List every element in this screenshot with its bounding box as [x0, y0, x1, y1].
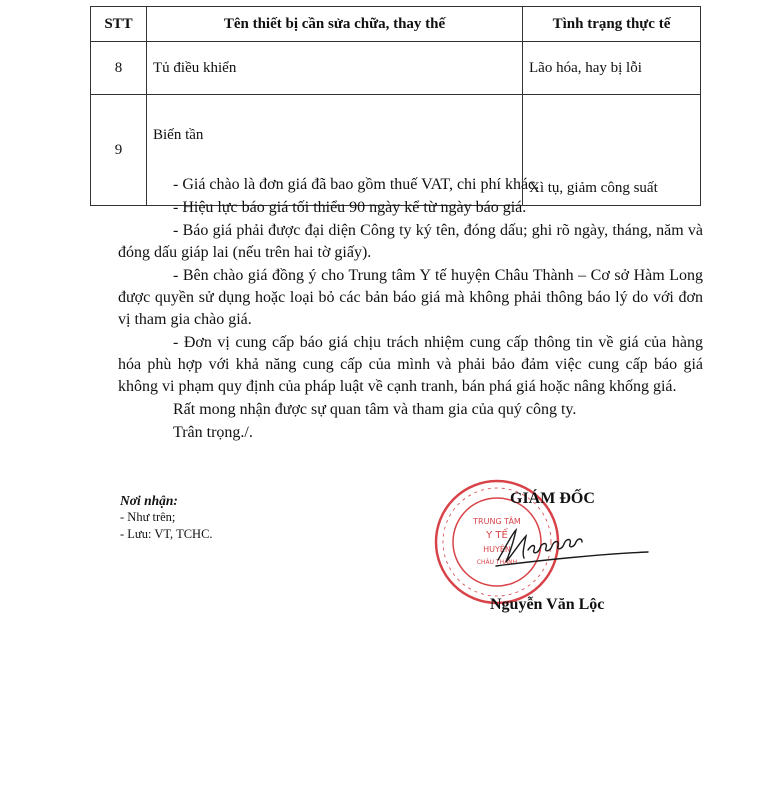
note-paragraph: - Giá chào là đơn giá đã bao gồm thuế VAT, chi phí khác. [173, 176, 540, 193]
recipient-item: - Lưu: VT, TCHC. [120, 527, 213, 541]
handwritten-signature [492, 526, 652, 568]
note-paragraph: - Báo giá phải được đại diện Công ty ký tên, đóng dấu; ghi rõ ngày, tháng, năm và đóng dấu giáp lai (nếu trên hai tờ giấy). [118, 222, 703, 261]
recipients-block [120, 492, 213, 543]
recipients-title: Nơi nhận: [120, 493, 178, 508]
note-paragraph: - Bên chào giá đồng ý cho Trung tâm Y tế huyện Châu Thành – Cơ sở Hàm Long được quyền sử dụng hoặc loại bỏ các bản báo giá mà không phải thông báo lý do với đơn vị tham gia chào giá. [118, 267, 703, 328]
quotation-notes [118, 174, 703, 444]
row-stt: 8 [91, 42, 147, 95]
note-paragraph: - Hiệu lực báo giá tối thiểu 90 ngày kể từ ngày báo giá. [173, 199, 527, 216]
recipient-item: - Như trên; [120, 510, 176, 524]
header-equipment-name: Tên thiết bị cần sửa chữa, thay thế [147, 7, 523, 42]
row-actual-state: Lão hóa, hay bị lỗi [523, 42, 701, 95]
table-row [91, 42, 701, 95]
closing-line: Rất mong nhận được sự quan tâm và tham gia của quý công ty. [173, 401, 577, 418]
regards-line: Trân trọng./. [173, 424, 253, 441]
table-header-row [91, 7, 701, 42]
row-equipment-name: Biến tần [147, 95, 523, 206]
header-stt: STT [91, 7, 147, 42]
signer-title: GIÁM ĐỐC [510, 490, 595, 507]
header-actual-state: Tình trạng thực tế [523, 7, 701, 42]
stamp-line: CHÂU THÀNH [476, 559, 518, 566]
stamp-line: Y TẾ [486, 530, 508, 541]
stamp-line: TRUNG TÂM [473, 517, 521, 526]
row-equipment-name: Tủ điều khiển [147, 42, 523, 95]
stamp-line: HUYỆN [483, 545, 511, 554]
row-stt: 9 [91, 95, 147, 206]
row-actual-state: Xì tụ, giảm công suất [523, 95, 701, 206]
note-paragraph: - Đơn vị cung cấp báo giá chịu trách nhiệm cung cấp thông tin về giá của hàng hóa phù hợp với khả năng cung cấp của mình và phải bảo đảm việc cung cấp báo giá không vi phạm quy định của pháp luật về cạnh tranh, bán phá giá hoặc nâng khống giá. [118, 334, 703, 395]
signer-name: Nguyễn Văn Lộc [490, 596, 605, 613]
